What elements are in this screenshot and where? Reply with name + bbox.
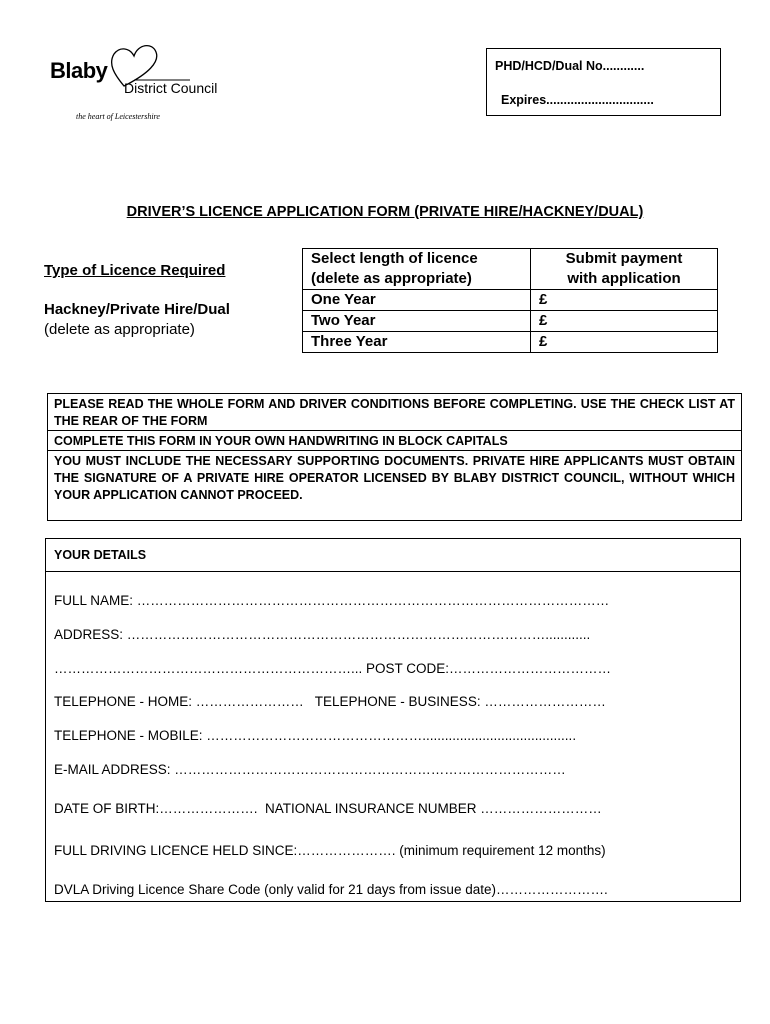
form-title: DRIVER’S LICENCE APPLICATION FORM (PRIVATE HIRE/HACKNEY/DUAL) xyxy=(126,204,644,220)
payment-header-line2: with application xyxy=(567,270,681,287)
full-name-field[interactable]: FULL NAME: …………………………………………………………………………………………… xyxy=(54,593,610,608)
notice-read-form: PLEASE READ THE WHOLE FORM AND DRIVER CONDITIONS BEFORE COMPLETING. USE THE CHECK LIST AT THE REAR OF THE FORM xyxy=(54,397,735,428)
notice-box xyxy=(47,393,742,521)
mobile-field[interactable]: TELEPHONE - MOBILE: …………………………………………......................................... xyxy=(54,728,577,743)
your-details-heading: YOUR DETAILS xyxy=(54,548,147,562)
dob-ni-field[interactable]: DATE OF BIRTH:…………………. NATIONAL INSURANCE NUMBER ……………………… xyxy=(54,801,602,816)
table-row xyxy=(303,311,718,332)
table-row xyxy=(303,290,718,311)
reference-box xyxy=(486,48,721,116)
expires-field[interactable]: Expires............................... xyxy=(501,93,654,107)
licence-length-table xyxy=(302,248,718,353)
payment-cell[interactable]: £ xyxy=(531,332,718,353)
table-row xyxy=(303,332,718,353)
licence-held-since-field[interactable]: FULL DRIVING LICENCE HELD SINCE:…………………. (minimum requirement 12 months) xyxy=(54,843,606,858)
telephone-field[interactable]: TELEPHONE - HOME: …………………… TELEPHONE - BUSINESS: ……………………… xyxy=(54,694,606,709)
share-code-field[interactable]: DVLA Driving Licence Share Code (only valid for 21 days from issue date)……………………. xyxy=(54,882,608,897)
length-column-header xyxy=(303,249,531,290)
length-option[interactable]: Two Year xyxy=(303,311,531,332)
council-logo xyxy=(48,40,248,130)
payment-column-header xyxy=(531,249,718,290)
licence-type-options[interactable]: Hackney/Private Hire/Dual xyxy=(44,301,230,318)
payment-cell[interactable]: £ xyxy=(531,290,718,311)
your-details-header xyxy=(46,539,740,572)
licence-type-heading: Type of Licence Required xyxy=(44,262,226,279)
length-header-line1: Select length of licence xyxy=(311,250,478,267)
payment-cell[interactable]: £ xyxy=(531,311,718,332)
table-header-row xyxy=(303,249,718,290)
address-postcode-field[interactable]: …………………………………………………………... POST CODE:……………………………… xyxy=(54,661,612,676)
logo-name: Blaby xyxy=(50,58,108,83)
length-option[interactable]: One Year xyxy=(303,290,531,311)
payment-header-line1: Submit payment xyxy=(565,250,683,267)
length-option[interactable]: Three Year xyxy=(303,332,531,353)
length-header-line2: (delete as appropriate) xyxy=(311,270,472,287)
email-field[interactable]: E-MAIL ADDRESS: …………………………………………………………………………… xyxy=(54,762,566,777)
your-details-section xyxy=(45,538,741,902)
licence-type-note: (delete as appropriate) xyxy=(44,321,195,338)
licence-number-field[interactable]: PHD/HCD/Dual No............ xyxy=(495,59,645,73)
logo-subtitle: District Council xyxy=(124,80,218,96)
address-field[interactable]: ADDRESS: …………………………………………………………………………………............ xyxy=(54,627,591,642)
notice-supporting-documents: YOU MUST INCLUDE THE NECESSARY SUPPORTING DOCUMENTS. PRIVATE HIRE APPLICANTS MUST OBTAIN THE SIGNATURE OF A PRIVATE HIRE OPERATOR LICENSED BY BLABY DISTRICT COUNCIL, WITHOUT WHICH YOUR APPLICATION CANNOT PROCEED. xyxy=(48,450,741,504)
logo-tagline: the heart of Leicestershire xyxy=(76,112,160,121)
notice-block-capitals: COMPLETE THIS FORM IN YOUR OWN HANDWRITING IN BLOCK CAPITALS xyxy=(48,430,741,450)
